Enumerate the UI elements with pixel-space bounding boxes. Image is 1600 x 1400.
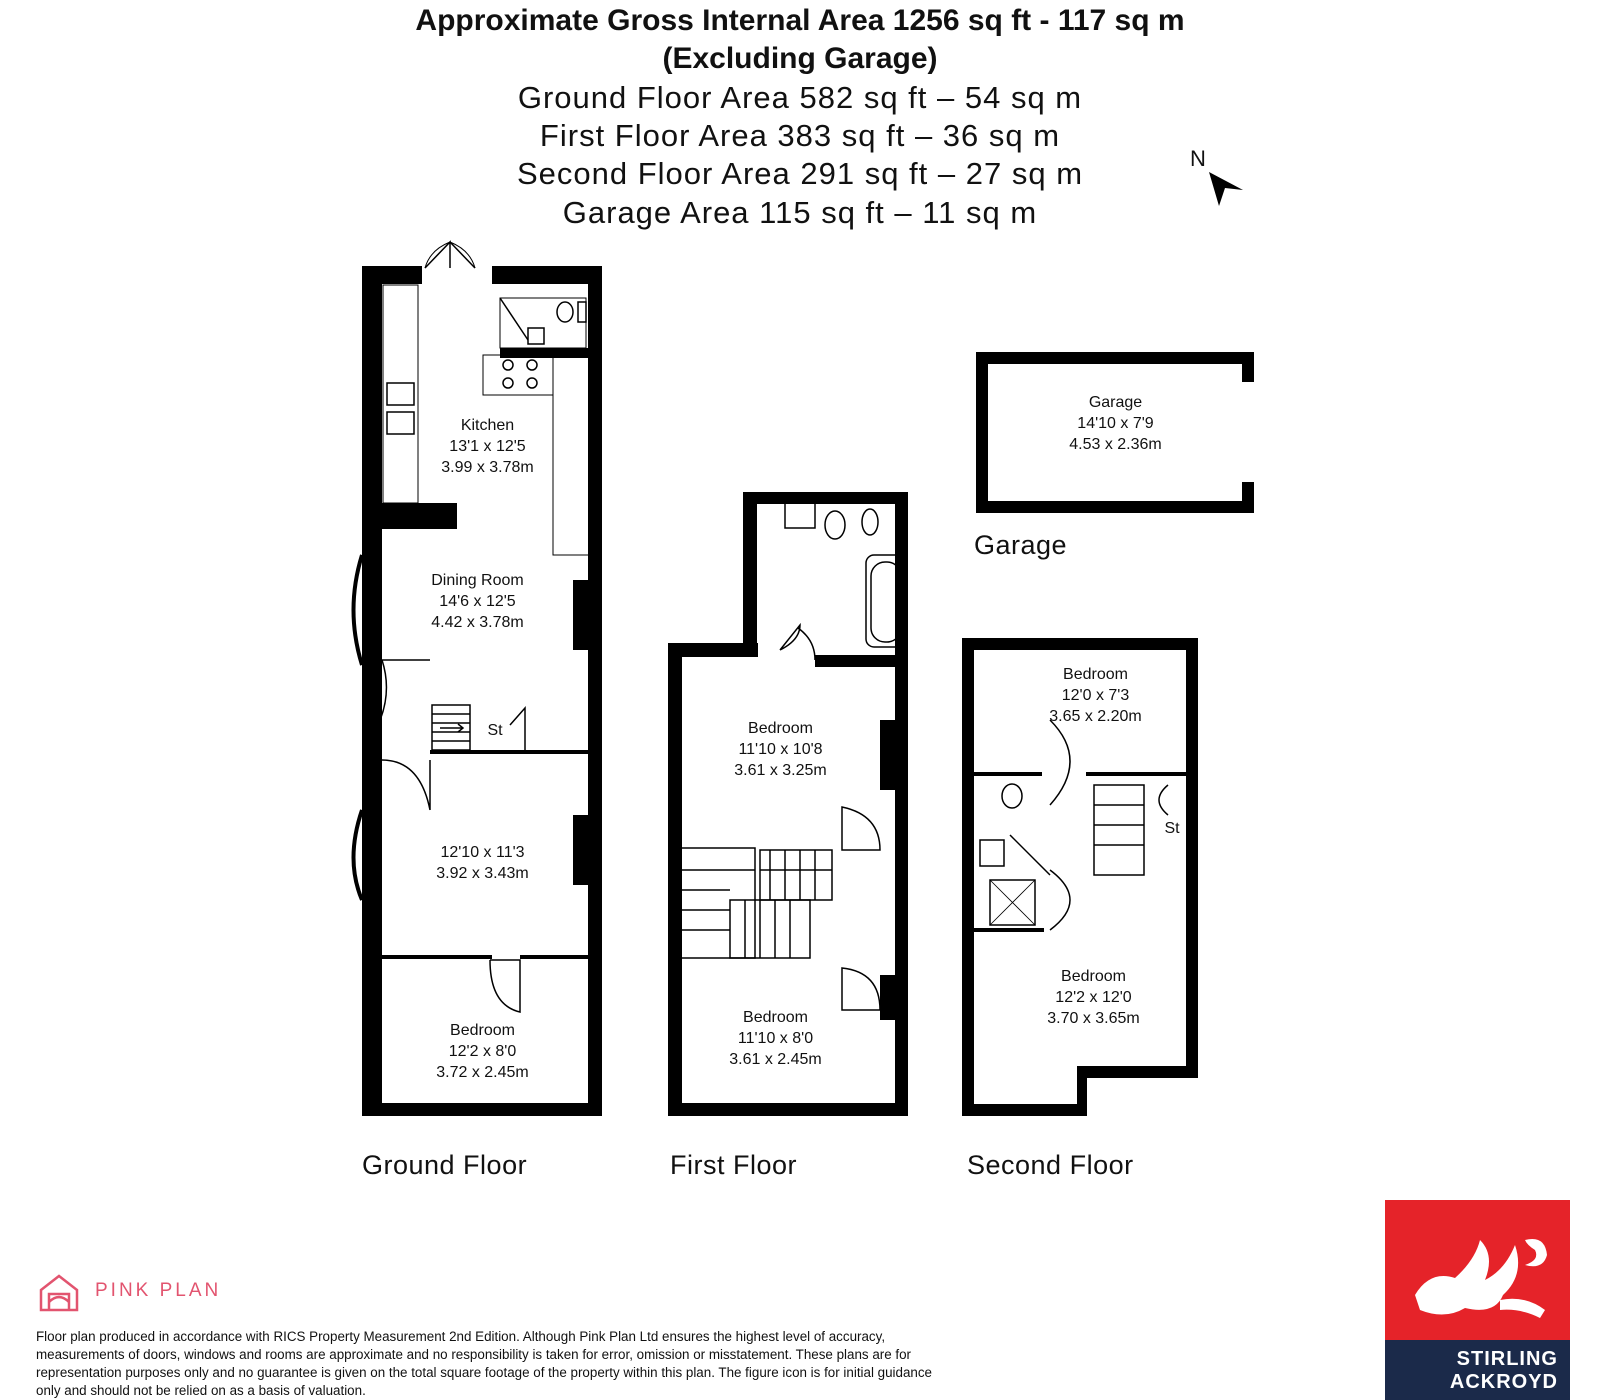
room-dining [390,570,565,633]
ground-floor-wall-wc [500,348,590,358]
ground-floor-label: Ground Floor [362,1150,528,1180]
room-kitchen-name: Kitchen [460,417,515,434]
stirling-ackroyd-logo [1385,1200,1570,1400]
room-garage [1028,392,1203,455]
logo-brand-line-2: ACKROYD [1449,1371,1558,1393]
room-second-bedroom-1-imperial: 12'0 x 7'3 [1061,687,1130,704]
room-first-bedroom-1 [693,718,868,781]
room-first-bedroom-2-imperial: 11'10 x 8'0 [737,1030,814,1047]
gross-area-subtitle: (Excluding Garage) [662,42,938,75]
room-second-bedroom-1-name: Bedroom [1063,666,1128,683]
room-dining-metric: 4.42 x 3.78m [431,614,524,631]
second-floor-wall-bottom-left [962,1104,1077,1116]
first-floor-wall-top-right [815,655,895,667]
room-garage-imperial: 14'10 x 7'9 [1077,415,1154,432]
logo-brand-line-1: STIRLING [1456,1348,1558,1370]
room-ground-bedroom-imperial: 12'2 x 8'0 [448,1043,517,1060]
ground-floor-wall-right [588,266,602,1116]
garage-wall-right-bottom [1242,482,1254,513]
garage-area: Garage Area 115 sq ft – 11 sq m [562,195,1038,230]
first-floor-label: First Floor [670,1150,797,1180]
garage-wall-top [976,352,1254,364]
second-floor-wall-mid [974,772,1042,776]
second-floor-area: Second Floor Area 291 sq ft – 27 sq m [516,156,1084,191]
first-floor-wall-bottom [668,1103,908,1116]
compass-north-label: N [1190,146,1206,171]
first-floor-wall-left [668,643,682,1116]
ground-floor-wall-top-right [492,266,600,284]
room-second-bedroom-1 [1008,664,1183,727]
room-front-metric: 3.92 x 3.43m [436,865,529,882]
first-floor-wall-bath-left [743,492,757,652]
room-ground-bedroom [395,1020,570,1083]
logo-red-panel [1385,1200,1570,1340]
pink-plan-house-icon [37,1272,81,1312]
second-store-label: St [1164,820,1180,837]
room-first-bedroom-2-metric: 3.61 x 2.45m [729,1051,822,1068]
first-floor-area: First Floor Area 383 sq ft – 36 sq m [539,118,1061,153]
room-front [395,842,570,884]
ground-floor-wall-pier-2 [573,815,588,885]
second-floor-wall-top [962,638,1196,650]
ground-floor-wall-kitchen-stub [382,503,457,529]
room-first-bedroom-1-imperial: 11'10 x 10'8 [738,741,823,758]
ground-floor-wall-mid-1 [430,750,590,754]
room-second-bedroom-2-metric: 3.70 x 3.65m [1047,1010,1140,1027]
room-kitchen [400,415,575,478]
second-floor-wall-mid-3 [974,928,1044,932]
ground-floor-wall-mid-2 [382,955,492,959]
room-kitchen-imperial: 13'1 x 12'5 [449,438,526,455]
second-floor-wall-right [1186,638,1198,1078]
ground-store-label: St [487,722,503,739]
ground-floor-wall-mid-3 [520,955,590,959]
garage-wall-left [976,352,988,513]
room-second-bedroom-2 [1006,966,1181,1029]
garage-wall-bottom [976,501,1254,513]
room-second-bedroom-2-name: Bedroom [1061,968,1126,985]
garage-label: Garage [974,530,1068,560]
room-ground-bedroom-name: Bedroom [450,1022,515,1039]
ground-floor-wall-bottom [362,1103,602,1116]
room-second-bedroom-2-imperial: 12'2 x 12'0 [1055,989,1132,1006]
room-first-bedroom-2 [688,1007,863,1070]
room-first-bedroom-1-name: Bedroom [748,720,813,737]
room-dining-imperial: 14'6 x 12'5 [439,593,516,610]
first-floor-wall-pier-2 [880,975,895,1020]
gross-area-title: Approximate Gross Internal Area 1256 sq ft - 117 sq m [415,4,1185,37]
ground-floor-wall-pier [573,580,588,650]
room-second-bedroom-1-metric: 3.65 x 2.20m [1049,708,1142,725]
griffin-icon [1385,1200,1570,1340]
second-floor-wall-mid-2 [1086,772,1186,776]
garage-wall-right-top [1242,352,1254,382]
disclaimer-text: Floor plan produced in accordance with RICS Property Measurement 2nd Edition. Although Pink Plan Ltd ensures the highest level of accuracy, measurements of doors, windows and rooms are approximate and no responsibility is taken for error, omission or misstatement. These plans are for representation purposes only and no guarantee is given on the total square footage of the property within this plan. The figure icon is for initial guidance only and should not be relied on as a basis of valuation. [36,1329,933,1398]
second-floor-wall-step [1077,1066,1087,1116]
room-first-bedroom-2-name: Bedroom [743,1009,808,1026]
ground-floor-wall-left [362,266,382,1116]
first-floor-wall-pier [880,720,895,790]
room-first-bedroom-1-metric: 3.61 x 3.25m [734,762,827,779]
room-garage-metric: 4.53 x 2.36m [1069,436,1162,453]
first-floor-wall-right [895,492,908,1116]
first-floor-wall-bath-top [743,492,908,504]
second-floor-wall-left [962,638,974,1116]
room-ground-bedroom-metric: 3.72 x 2.45m [436,1064,529,1081]
pink-plan-brand: PINK PLAN [95,1280,222,1301]
logo-brand-text [1385,1348,1570,1394]
room-front-imperial: 12'10 x 11'3 [440,844,525,861]
room-kitchen-metric: 3.99 x 3.78m [441,459,534,476]
room-dining-name: Dining Room [431,572,524,589]
second-floor-wall-bottom-right [1077,1066,1198,1078]
second-floor-label: Second Floor [967,1150,1134,1180]
room-garage-name: Garage [1088,394,1143,411]
ground-floor-area: Ground Floor Area 582 sq ft – 54 sq m [517,80,1083,115]
